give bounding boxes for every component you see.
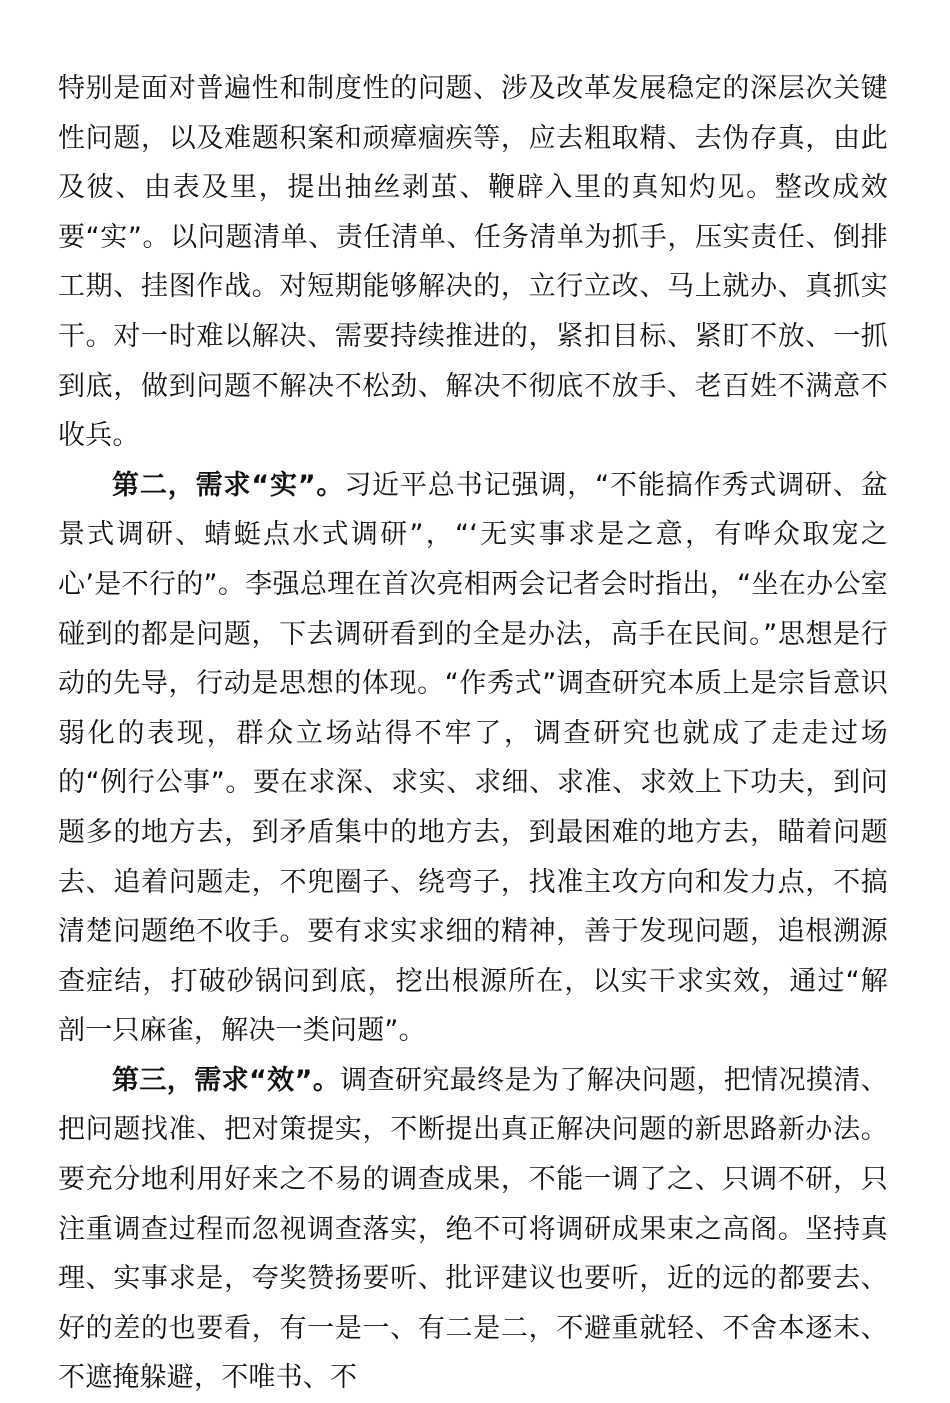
paragraph-second-point	[58, 461, 888, 1056]
paragraph-heading: 第二，需求“实”。	[112, 469, 345, 501]
paragraph-continuation	[58, 64, 888, 461]
paragraph-heading: 第三，需求“效”。	[112, 1064, 341, 1096]
paragraph-text: 调查研究最终是为了解决问题，把情况摸清、把问题找准、把对策提实，不断提出真正解决问题的新思路新办法。要充分地利用好来之不易的调查成果，不能一调了之、只调不研，只注重调查过程而忽视调查落实，绝不可将调研成果束之高阁。坚持真理、实事求是，夸奖赞扬要听、批评建议也要听，近的远的都要去、好的差的也要看，有一是一、有二是二，不避重就轻、不舍本逐末、不遮掩躲避，不唯书、不	[58, 1064, 888, 1394]
paragraph-text: 习近平总书记强调，“不能搞作秀式调研、盆景式调研、蜻蜓点水式调研”，“‘无实事求是之意，有哗众取宠之心’是不行的”。李强总理在首次亮相两会记者会时指出，“坐在办公室碰到的都是问题，下去调研看到的全是办法，高手在民间。”思想是行动的先导，行动是思想的体现。“作秀式”调查研究本质上是宗旨意识弱化的表现，群众立场站得不牢了，调查研究也就成了走走过场的“例行公事”。要在求深、求实、求细、求准、求效上下功夫，到问题多的地方去，到矛盾集中的地方去，到最困难的地方去，瞄着问题去、追着问题走，不兜圈子、绕弯子，找准主攻方向和发力点，不搞清楚问题绝不收手。要有求实求细的精神，善于发现问题，追根溯源查症结，打破砂锅问到底，挖出根源所在，以实干求实效，通过“解剖一只麻雀，解决一类问题”。	[58, 469, 888, 1047]
paragraph-text: 特别是面对普遍性和制度性的问题、涉及改革发展稳定的深层次关键性问题，以及难题积案和顽瘴痼疾等，应去粗取精、去伪存真，由此及彼、由表及里，提出抽丝剥茧、鞭辟入里的真知灼见。整改成效要“实”。以问题清单、责任清单、任务清单为抓手，压实责任、倒排工期、挂图作战。对短期能够解决的，立行立改、马上就办、真抓实干。对一时难以解决、需要持续推进的，紧扣目标、紧盯不放、一抓到底，做到问题不解决不松劲、解决不彻底不放手、老百姓不满意不收兵。	[58, 73, 888, 452]
paragraph-third-point	[58, 1056, 888, 1403]
document-body	[58, 64, 888, 1403]
